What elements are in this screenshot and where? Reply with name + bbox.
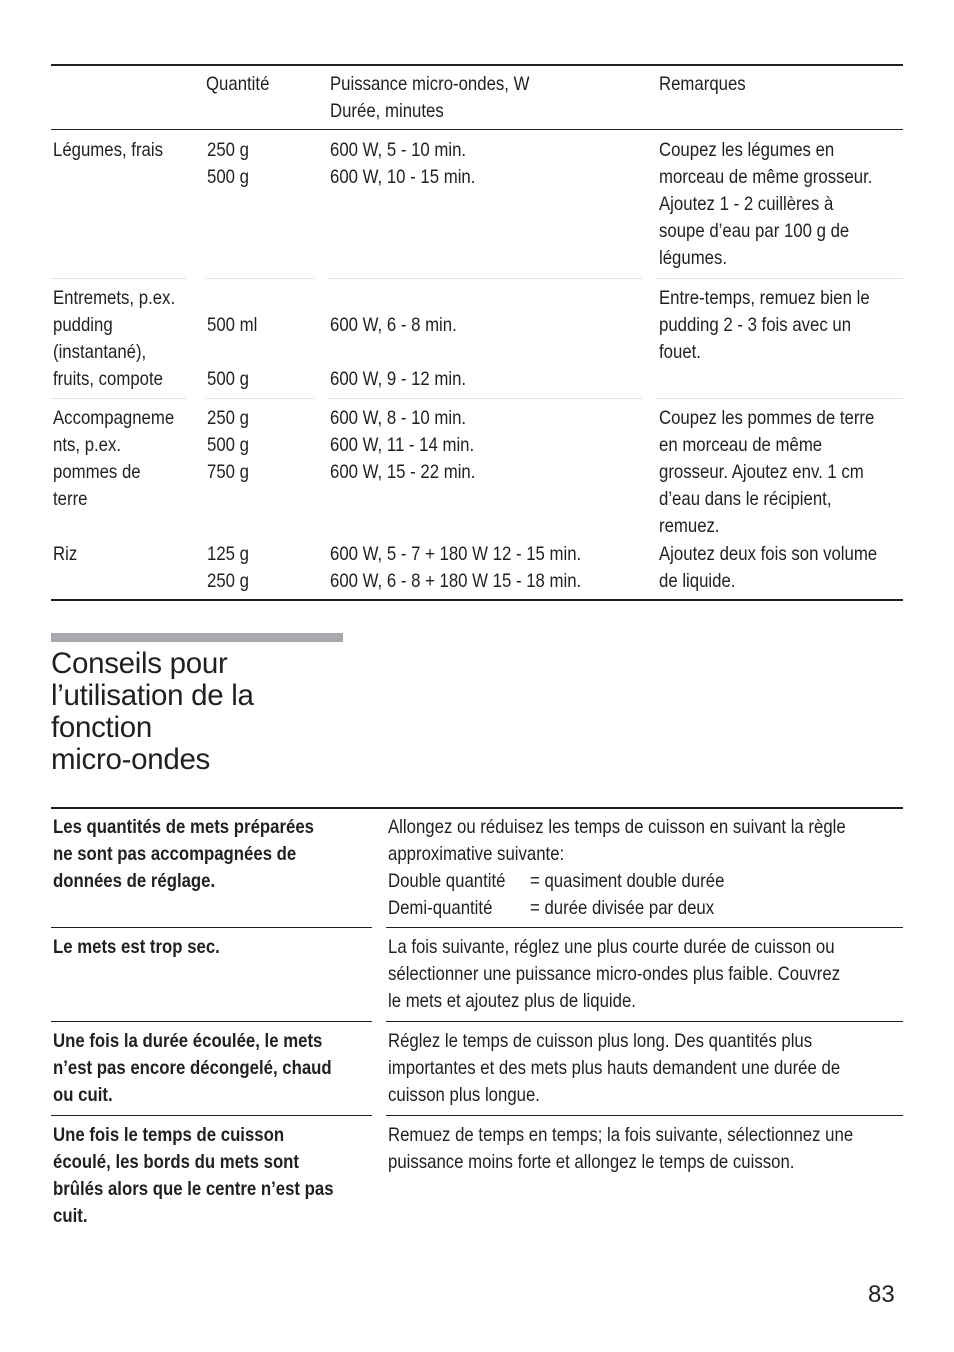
table-top-rule [51,64,903,66]
header-quantity: Quantité [206,73,270,95]
row-vegetables-power: 600 W, 5 - 10 min. 600 W, 10 - 15 min. [330,139,476,188]
tip-problem: Une fois le temps de cuisson écoulé, les bords du mets sont brûlés alors que le centre n’est pas cuit. [53,1124,334,1227]
row-divider [656,398,903,399]
row-divider [205,278,315,279]
tip-solution: Remuez de temps en temps; la fois suivante, sélectionnez une puissance moins forte et allongez le temps de cuisson. [388,1124,854,1173]
row-sides-food: Accompagneme nts, p.ex. pommes de terre [53,407,175,510]
rule-value: = durée divisée par deux [530,897,715,919]
tip-divider [51,1021,372,1022]
tips-top-rule [51,807,903,809]
row-divider [656,278,903,279]
row-desserts-remarks: Entre-temps, remuez bien le pudding 2 - 3 fois avec un fouet. [659,287,870,363]
rule-label: Demi-quantité [388,897,493,919]
header-remarks: Remarques [659,73,746,95]
row-vegetables-food: Légumes, frais [53,139,163,161]
header-power: Puissance micro-ondes, W Durée, minutes [330,73,530,122]
row-divider [205,398,315,399]
row-desserts-food: Entremets, p.ex. pudding (instantané), fruits, compote [53,287,176,390]
tip-divider [51,927,372,928]
tip-divider [386,927,903,928]
row-desserts-quantity-1: 500 ml [207,314,258,336]
row-rice-food: Riz [53,543,78,565]
row-divider [51,278,186,279]
tip-solution: Réglez le temps de cuisson plus long. Des quantités plus importantes et des mets plus hauts demandent une durée de cuisson plus longue. [388,1030,841,1106]
tip-solution: Allongez ou réduisez les temps de cuisson en suivant la règle approximative suivante: [388,816,846,865]
section-bar [51,633,343,642]
section-title: Conseils pour l’utilisation de la fonction micro-ondes [51,647,254,776]
page-number: 83 [868,1281,895,1308]
row-divider [328,398,642,399]
table-bottom-rule [51,599,903,601]
tip-problem: Les quantités de mets préparées ne sont pas accompagnées de données de réglage. [53,816,314,892]
rule-label: Double quantité [388,870,506,892]
row-rice-power: 600 W, 5 - 7 + 180 W 12 - 15 min. 600 W, 6 - 8 + 180 W 15 - 18 min. [330,543,582,592]
row-vegetables-quantity: 250 g 500 g [207,139,249,188]
tip-solution: La fois suivante, réglez une plus courte durée de cuisson ou sélectionner une puissance micro-ondes plus faible. Couvrez le mets et ajoutez plus de liquide. [388,936,841,1012]
row-sides-quantity: 250 g 500 g 750 g [207,407,249,483]
row-sides-power: 600 W, 8 - 10 min. 600 W, 11 - 14 min. 600 W, 15 - 22 min. [330,407,476,483]
row-sides-remarks: Coupez les pommes de terre en morceau de même grosseur. Ajoutez env. 1 cm d’eau dans le récipient, remuez. [659,407,875,537]
header-rule [51,129,903,130]
row-rice-quantity: 125 g 250 g [207,543,249,592]
tip-divider [51,1115,372,1116]
tip-problem: Une fois la durée écoulée, le mets n’est pas encore décongelé, chaud ou cuit. [53,1030,332,1106]
row-divider [328,278,642,279]
row-desserts-power-2: 600 W, 9 - 12 min. [330,368,467,390]
row-desserts-quantity-2: 500 g [207,368,249,390]
row-rice-remarks: Ajoutez deux fois son volume de liquide. [659,543,878,592]
row-vegetables-remarks: Coupez les légumes en morceau de même grosseur. Ajoutez 1 - 2 cuillères à soupe d’eau par 100 g de légumes. [659,139,873,269]
rule-value: = quasiment double durée [530,870,725,892]
row-desserts-power-1: 600 W, 6 - 8 min. [330,314,457,336]
tip-divider [386,1115,903,1116]
tip-divider [386,1021,903,1022]
tip-problem: Le mets est trop sec. [53,936,220,958]
row-divider [51,398,186,399]
